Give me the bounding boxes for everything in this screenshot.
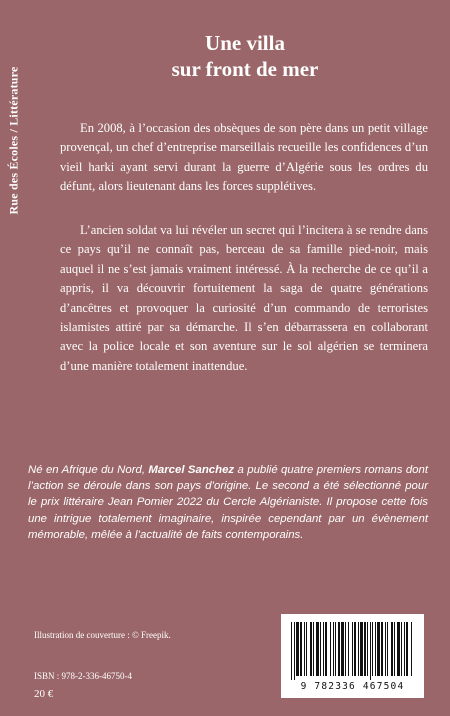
- barcode-bar: [300, 622, 302, 676]
- barcode-bar: [377, 622, 380, 676]
- title-line-1: Une villa: [205, 31, 285, 55]
- barcode-bar: [360, 622, 363, 676]
- barcode-bar: [316, 622, 319, 676]
- barcode-box: [281, 614, 424, 698]
- barcode-bar: [310, 622, 312, 676]
- barcode-bar: [358, 622, 359, 676]
- barcode-bar: [341, 622, 344, 676]
- book-title: [60, 30, 430, 82]
- barcode-bar: [372, 622, 373, 676]
- bio-body: a publié quatre premiers romans dont l’action se déroule dans son pays d’origine. Le second a été sélectionné pour le prix littéraire Jean Pomier 2022 du Cercle Algérianiste. Il propose cette fois une intrigue totalement imaginaire, inspirée cependant par un évènement mémorable, mêlée à l’actualité de faits contemporains.: [28, 464, 429, 541]
- barcode-digits: 9 782336 467504: [300, 681, 405, 692]
- bio-intro: Né en Afrique du Nord,: [28, 464, 149, 476]
- spine-collection-label: [3, 40, 25, 240]
- barcode-bar: [387, 622, 388, 676]
- blurb-paragraph-1: [60, 119, 428, 197]
- barcode-bar: [364, 622, 366, 676]
- barcode-bar: [367, 622, 368, 676]
- barcode-bar: [306, 622, 307, 676]
- barcode-bar: [401, 622, 402, 676]
- barcode-bar: [391, 622, 393, 676]
- barcode-bar: [294, 622, 295, 680]
- barcode-bar: [394, 622, 395, 676]
- collection-name: Rue des Écoles / Littérature: [6, 65, 21, 215]
- title-line-2: sur front de mer: [171, 57, 319, 81]
- barcode-bar: [335, 622, 336, 676]
- author-bio: [28, 462, 428, 543]
- barcode-bar: [411, 622, 412, 676]
- barcode-bar: [352, 622, 353, 676]
- barcode-bar: [345, 622, 346, 676]
- cover-illustration-credit: Illustration de couverture : © Freepik.: [34, 630, 171, 640]
- barcode-bar: [304, 622, 305, 676]
- barcode-bar: [354, 622, 356, 676]
- barcode-bar: [338, 622, 340, 676]
- barcode-bar: [397, 622, 400, 676]
- barcode-bar: [370, 622, 371, 680]
- barcode-bar: [385, 622, 386, 676]
- barcode-bar: [333, 622, 334, 676]
- author-name: Marcel Sanchez: [148, 464, 235, 476]
- barcode-bar: [375, 622, 376, 676]
- isbn-number: ISBN : 978-2-336-46750-4: [34, 671, 132, 681]
- barcode-bar: [296, 622, 299, 676]
- barcode-bar: [404, 622, 405, 676]
- barcode-bar: [406, 622, 408, 676]
- barcode-bar: [313, 622, 314, 676]
- book-price: 20 €: [34, 688, 54, 700]
- paragraph-text: L’ancien soldat va lui révéler un secret qui l’incitera à se rendre dans ce pays qu’il ne connaît pas, berceau de sa famille pied-noir, mais auquel il ne s’est jamais vraiment intéressé. À la recherche de ce qu’il a appris, il va découvrir fortuitement la saga de quatre générations d’ancêtres et provoquer la curiosité d’un commando de terroristes islamistes attiré par sa démarche. Il s’en débarrassera en collaborant avec la police locale et son aventure sur le sol algérien se terminera d’une manière totalement inattendue.: [60, 223, 428, 373]
- barcode-bar: [325, 622, 327, 676]
- barcode-icon: [291, 622, 414, 680]
- blurb-paragraph-2: [60, 221, 428, 376]
- barcode-bar: [348, 622, 349, 676]
- barcode-bar: [330, 622, 331, 676]
- paragraph-text: En 2008, à l’occasion des obsèques de son père dans un petit village provençal, un chef d’entreprise marseillais recueille les confidences d’un vieil harki ayant servi durant la guerre d’Algérie sous les ordres du défunt, alors lieutenant dans les forces supplétives.: [60, 121, 428, 194]
- barcode-bar: [291, 622, 292, 680]
- barcode-bar: [323, 622, 324, 676]
- barcode-bar: [320, 622, 321, 676]
- barcode-bar: [381, 622, 383, 676]
